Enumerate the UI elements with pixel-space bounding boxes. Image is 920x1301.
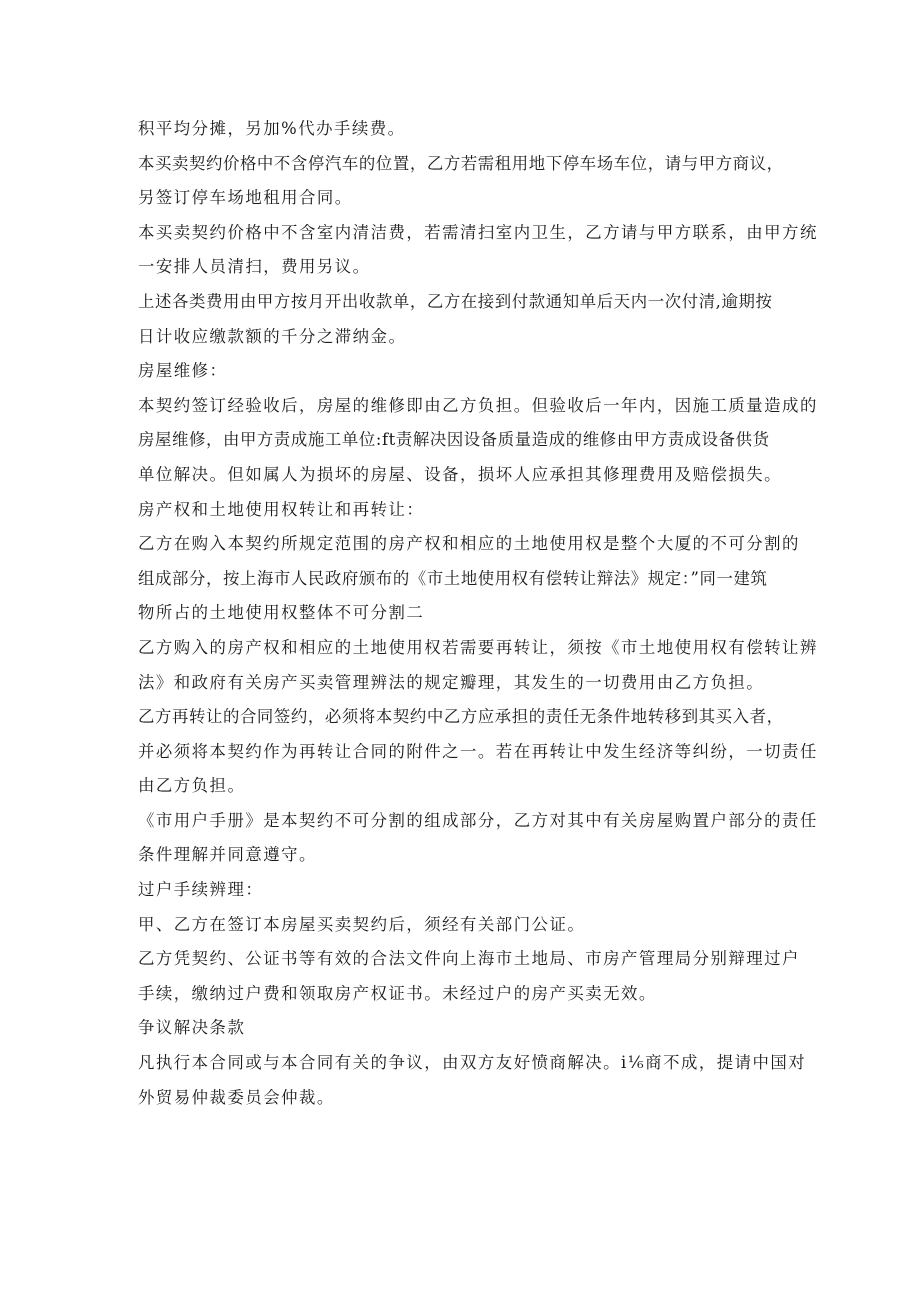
section-heading: 过户手续辨理： xyxy=(138,880,264,900)
text-line: 由乙方负担。 xyxy=(138,776,246,796)
text-line: 手续，缴纳过户费和领取房产权证书。未经过户的房产买卖无效。 xyxy=(138,983,657,1003)
text-line: 物所占的土地使用权整体不可分割二 xyxy=(138,603,425,623)
text-line: 一安排人员清扫，费用另议。 xyxy=(138,257,371,277)
text-line: 乙方凭契约、公证书等有效的合法文件向上海市土地局、市房产管理局分别辩理过户 xyxy=(138,949,800,969)
section-heading: 房产权和土地使用权转让和再转让： xyxy=(138,499,425,519)
text-line: 另签订停车场地租用合同。 xyxy=(138,188,353,208)
text-line: 组成部分，按上海市人民政府颁布的《市土地使用权有偿转让辩法》规定：”同一建筑 xyxy=(138,568,768,588)
section-heading: 争议解决条款 xyxy=(138,1018,246,1038)
document-body xyxy=(138,112,818,1115)
text-line: 甲、乙方在签订本房屋买卖契约后，须经有关部门公证。 xyxy=(138,914,586,934)
text-line: 单位解决。但如属人为损坏的房屋、设备，损坏人应承担其修理费用及赔偿损失。 xyxy=(138,464,783,484)
text-line: 并必须将本契约作为再转让合同的附件之一。若在再转让中发生经济等纠纷，一切责任 xyxy=(138,741,818,761)
text-line: 本买卖契约价格中不含停汽车的位置，乙方若需租用地下停车场车位，请与甲方商议， xyxy=(138,153,784,173)
text-line: 积平均分摊，另加%代办手续费。 xyxy=(138,119,406,138)
text-line: 凡执行本合同或与本合同有关的争议，由双方友好愤商解决。i⅙商不成，提请中国对 xyxy=(138,1053,807,1073)
text-line: 本契约签订经验收后，房屋的维修即由乙方负担。但验收后一年内，因施工质量造成的 xyxy=(138,395,818,415)
text-line: 法》和政府有关房产买卖管理辨法的规定瓣理，其发生的一切费用由乙方负担。 xyxy=(138,672,765,692)
text-line: 本买卖契约价格中不含室内清洁费，若需清扫室内卫生，乙方请与甲方联系，由甲方统 xyxy=(138,222,818,242)
text-line: 乙方购入的房产权和相应的土地使用权若需要再转让，须按《市土地使用权有偿转让辨 xyxy=(138,637,818,657)
text-line: 日计收应缴款额的千分之滞纳金。 xyxy=(138,326,407,346)
text-line: 外贸易仲裁委员会仲裁。 xyxy=(138,1087,335,1107)
text-line: 上述各类费用由甲方按月开出收款单，乙方在接到付款通知单后天内一次付清,逾期按 xyxy=(138,291,773,311)
section-heading: 房屋维修： xyxy=(138,361,228,381)
text-line: 房屋维修，由甲方责成施工单位:ft责解决因设备质量造成的维修由甲方责成设备供货 xyxy=(138,430,770,450)
text-line: 《市用户手册》是本契约不可分割的组成部分，乙方对其中有关房屋购置户部分的责任 xyxy=(138,810,818,830)
text-line: 乙方再转让的合同签约，必须将本契约中乙方应承担的责任无条件地转移到其买入者， xyxy=(138,707,784,727)
text-line: 条件理解并同意遵守。 xyxy=(138,845,317,865)
text-line: 乙方在购入本契约所规定范围的房产权和相应的土地使用权是整个大厦的不可分割的 xyxy=(138,534,800,554)
